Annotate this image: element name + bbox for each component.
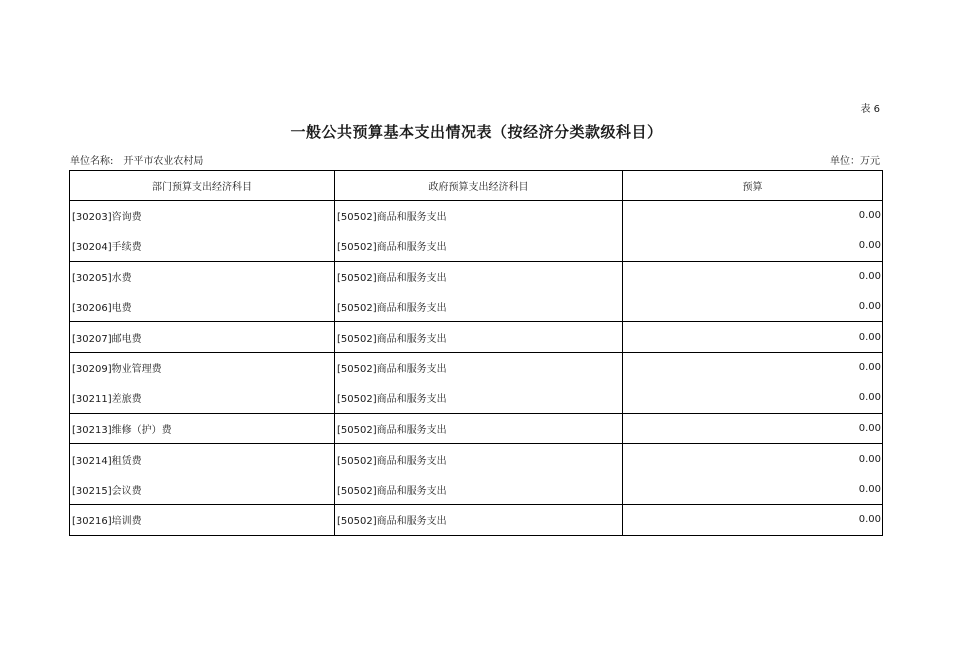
table-row: [70, 383, 883, 413]
header-gov-subject: 政府预算支出经济科目: [335, 171, 623, 201]
header-dept-subject: 部门预算支出经济科目: [70, 171, 335, 201]
budget-amount-cell: 0.00: [623, 413, 883, 444]
budget-amount-cell: 0.00: [623, 291, 883, 321]
unit-name-label: 单位名称:: [70, 156, 114, 167]
gov-subject-cell: [50502]商品和服务支出: [335, 413, 623, 444]
dept-subject-cell: [30204]手续费: [70, 231, 335, 261]
gov-subject-cell: [50502]商品和服务支出: [335, 201, 623, 231]
dept-subject-cell: [30206]电费: [70, 291, 335, 321]
header-budget: 预算: [623, 171, 883, 201]
table-row: [70, 504, 883, 535]
dept-subject-cell: [30214]租赁费: [70, 444, 335, 474]
gov-subject-cell: [50502]商品和服务支出: [335, 474, 623, 504]
table-row: [70, 322, 883, 353]
budget-table: [69, 170, 883, 536]
table-number: 表 6: [860, 104, 880, 115]
gov-subject-cell: [50502]商品和服务支出: [335, 322, 623, 353]
gov-subject-cell: [50502]商品和服务支出: [335, 352, 623, 382]
table-row: [70, 413, 883, 444]
table-row: [70, 261, 883, 291]
gov-subject-cell: [50502]商品和服务支出: [335, 444, 623, 474]
table-row: [70, 352, 883, 382]
gov-subject-cell: [50502]商品和服务支出: [335, 383, 623, 413]
unit-name-value: 开平市农业农村局: [123, 156, 204, 167]
page-title: 一般公共预算基本支出情况表（按经济分类款级科目）: [290, 123, 663, 141]
budget-amount-cell: 0.00: [623, 474, 883, 504]
gov-subject-cell: [50502]商品和服务支出: [335, 261, 623, 291]
budget-amount-cell: 0.00: [623, 383, 883, 413]
budget-amount-cell: 0.00: [623, 444, 883, 474]
dept-subject-cell: [30211]差旅费: [70, 383, 335, 413]
dept-subject-cell: [30209]物业管理费: [70, 352, 335, 382]
budget-amount-cell: 0.00: [623, 261, 883, 291]
budget-amount-cell: 0.00: [623, 231, 883, 261]
dept-subject-cell: [30203]咨询费: [70, 201, 335, 231]
gov-subject-cell: [50502]商品和服务支出: [335, 504, 623, 535]
gov-subject-cell: [50502]商品和服务支出: [335, 231, 623, 261]
table-row: [70, 231, 883, 261]
dept-subject-cell: [30205]水费: [70, 261, 335, 291]
budget-amount-cell: 0.00: [623, 201, 883, 231]
table-row: [70, 291, 883, 321]
budget-amount-cell: 0.00: [623, 322, 883, 353]
table-row: [70, 474, 883, 504]
dept-subject-cell: [30207]邮电费: [70, 322, 335, 353]
gov-subject-cell: [50502]商品和服务支出: [335, 291, 623, 321]
table-row: [70, 201, 883, 231]
unit-name-line: [70, 152, 203, 167]
table-row: [70, 444, 883, 474]
dept-subject-cell: [30213]维修（护）费: [70, 413, 335, 444]
budget-amount-cell: 0.00: [623, 504, 883, 535]
currency-unit: 单位：万元: [830, 156, 880, 167]
dept-subject-cell: [30216]培训费: [70, 504, 335, 535]
table-header-row: [70, 171, 883, 201]
dept-subject-cell: [30215]会议费: [70, 474, 335, 504]
budget-amount-cell: 0.00: [623, 352, 883, 382]
